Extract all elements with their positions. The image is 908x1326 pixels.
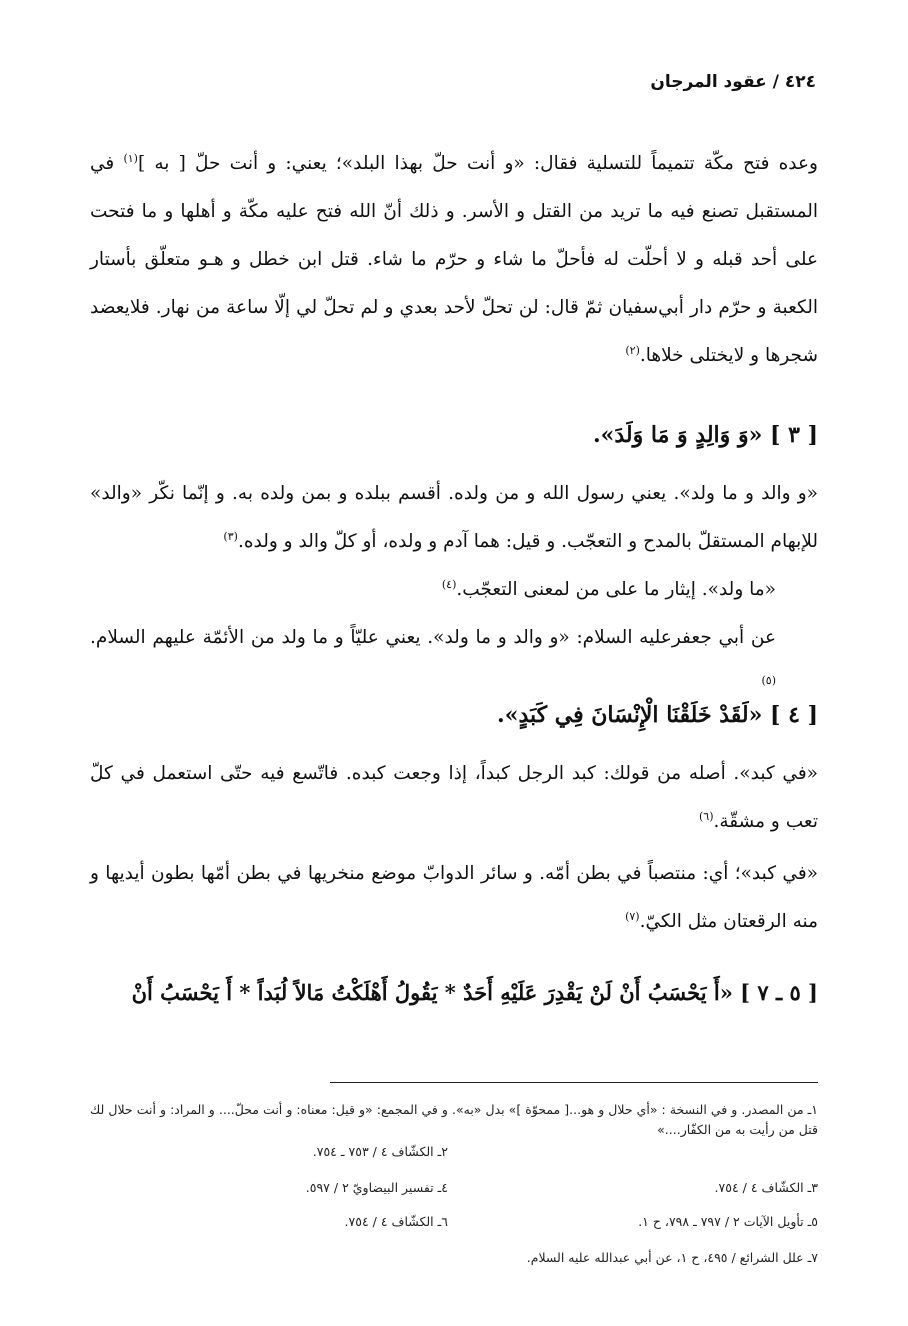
header-separator: / — [772, 72, 779, 92]
verse-text: «لَقَدْ خَلَقْنَا الْإِنْسَانَ فِي كَبَدٍ». — [497, 702, 763, 728]
paragraph-3-text: «في كبد». أصله من قولك: كبد الرجل كبداً، إذا وجعت كبده. فاتّسع فيه حتّى استعمل في كلّ تعب و مشقّة. — [90, 763, 818, 832]
footnote-ref-1[interactable]: (١) — [123, 151, 138, 165]
paragraph-1-text: وعده فتح مكّة تتميماً للتسلية فقال: «و أنت حلّ بهذا البلد»؛ يعني: و أنت حلّ [ به ] — [137, 153, 818, 174]
footnote-1: ١ـ من المصدر. و في النسخة : «أي حلال و هو...[ ممحوّة ]» بدل «به». و في المجمع: «و قيل: معناه: و أنت محلّ.... و المراد: و أنت حلال لك قتل من رأيت به من الكفّار....» — [90, 1102, 818, 1137]
verse-heading-5-7 — [90, 968, 818, 1018]
verse-heading-4 — [90, 690, 818, 740]
footnote-ref-6[interactable]: (٦) — [698, 809, 714, 823]
paragraph-4 — [90, 850, 818, 946]
footnote-ref-7[interactable]: (٧) — [625, 909, 640, 923]
paragraph-2-text: «و والد و ما ولد». يعني رسول الله و من ولده. أقسم ببلده و بمن ولده به. و إنّما نكّر «والد» للإبهام المستقلّ بالمدح و التعجّب. و قيل: هما آدم و ولده، أو كلّ والد و ولده. — [90, 483, 818, 552]
verse-number: [ ٣ ] — [770, 422, 818, 448]
verse-text: «وَ وَالِدٍ وَ مَا وَلَدَ». — [592, 422, 763, 448]
paragraph-4-text: «في كبد»؛ أي: منتصباً في بطن أمّه. و سائر الدوابّ موضع منخريها في بطن أمّها بطون أيديها و منه الرقعتان مثل الكيّ. — [90, 863, 818, 932]
footnote-rule — [330, 1082, 818, 1083]
paragraph-2-line2 — [90, 566, 818, 614]
book-title: عقود المرجان — [650, 72, 767, 92]
footnote-ref-5[interactable]: (٥) — [761, 673, 776, 687]
verse-heading-3 — [90, 410, 818, 460]
verse-number: [ ٥ ـ ٧ ] — [740, 980, 818, 1005]
footnote-6: ٦ـ الكشّاف ٤ / ٧٥٤. — [344, 1214, 448, 1229]
paragraph-3 — [90, 750, 818, 846]
paragraph-2-line3-text: عن أبي جعفرعليه السلام: «و والد و ما ولد». يعني عليّاً و ما ولد من الأئمّة عليهم السلام. — [90, 627, 776, 648]
verse-number: [ ٤ ] — [770, 702, 818, 728]
page-number: ٤٢٤ — [784, 72, 816, 92]
footnote-3: ٣ـ الكشّاف ٤ / ٧٥٤. — [714, 1180, 818, 1195]
footnote-5: ٥ـ تأويل الآيات ٢ / ٧٩٧ ـ ٧٩٨، ح ١. — [638, 1214, 818, 1229]
footnote-2: ٢ـ الكشّاف ٤ / ٧٥٣ ـ ٧٥٤. — [312, 1144, 448, 1159]
paragraph-1 — [90, 140, 818, 380]
footnote-ref-4[interactable]: (٤) — [441, 577, 457, 591]
footnote-4: ٤ـ تفسير البيضاويّ ٢ / ٥٩٧. — [305, 1180, 448, 1195]
running-header — [650, 72, 816, 92]
paragraph-2 — [90, 470, 818, 566]
paragraph-1-text-cont: في المستقبل تصنع فيه ما تريد من القتل و الأسر. و ذلك أنّ الله فتح عليه مكّة و أهلها و ما فتحت على أحد قبله و لا أحلّت له فأحلّ ما شاء و حرّم ما شاء. قتل ابن خطل و هـو متعلّق بأستار الكعبة و حرّم دار أبي‌سفيان ثمّ قال: لن تحلّ لأحد بعدي و لم تحلّ لي إلّا ساعة من نهار. فلايعضد شجرها و لايختلى خلاها. — [90, 153, 818, 366]
paragraph-2-line2-text: «ما ولد». إيثار ما على من لمعنى التعجّب. — [456, 579, 776, 600]
footnote-7: ٧ـ علل الشرائع / ٤٩٥، ح ١، عن أبي عبدالله عليه السلام. — [526, 1250, 818, 1265]
verse-text: «أَ يَحْسَبُ أَنْ لَنْ يَقْدِرَ عَلَيْهِ أَحَدٌ * يَقُولُ أَهْلَكْتُ مَالاً لُبَداً * أَ يَحْسَبُ أَنْ — [131, 980, 733, 1005]
footnote-ref-2[interactable]: (٢) — [625, 343, 640, 357]
footnote-ref-3[interactable]: (٣) — [223, 529, 238, 543]
